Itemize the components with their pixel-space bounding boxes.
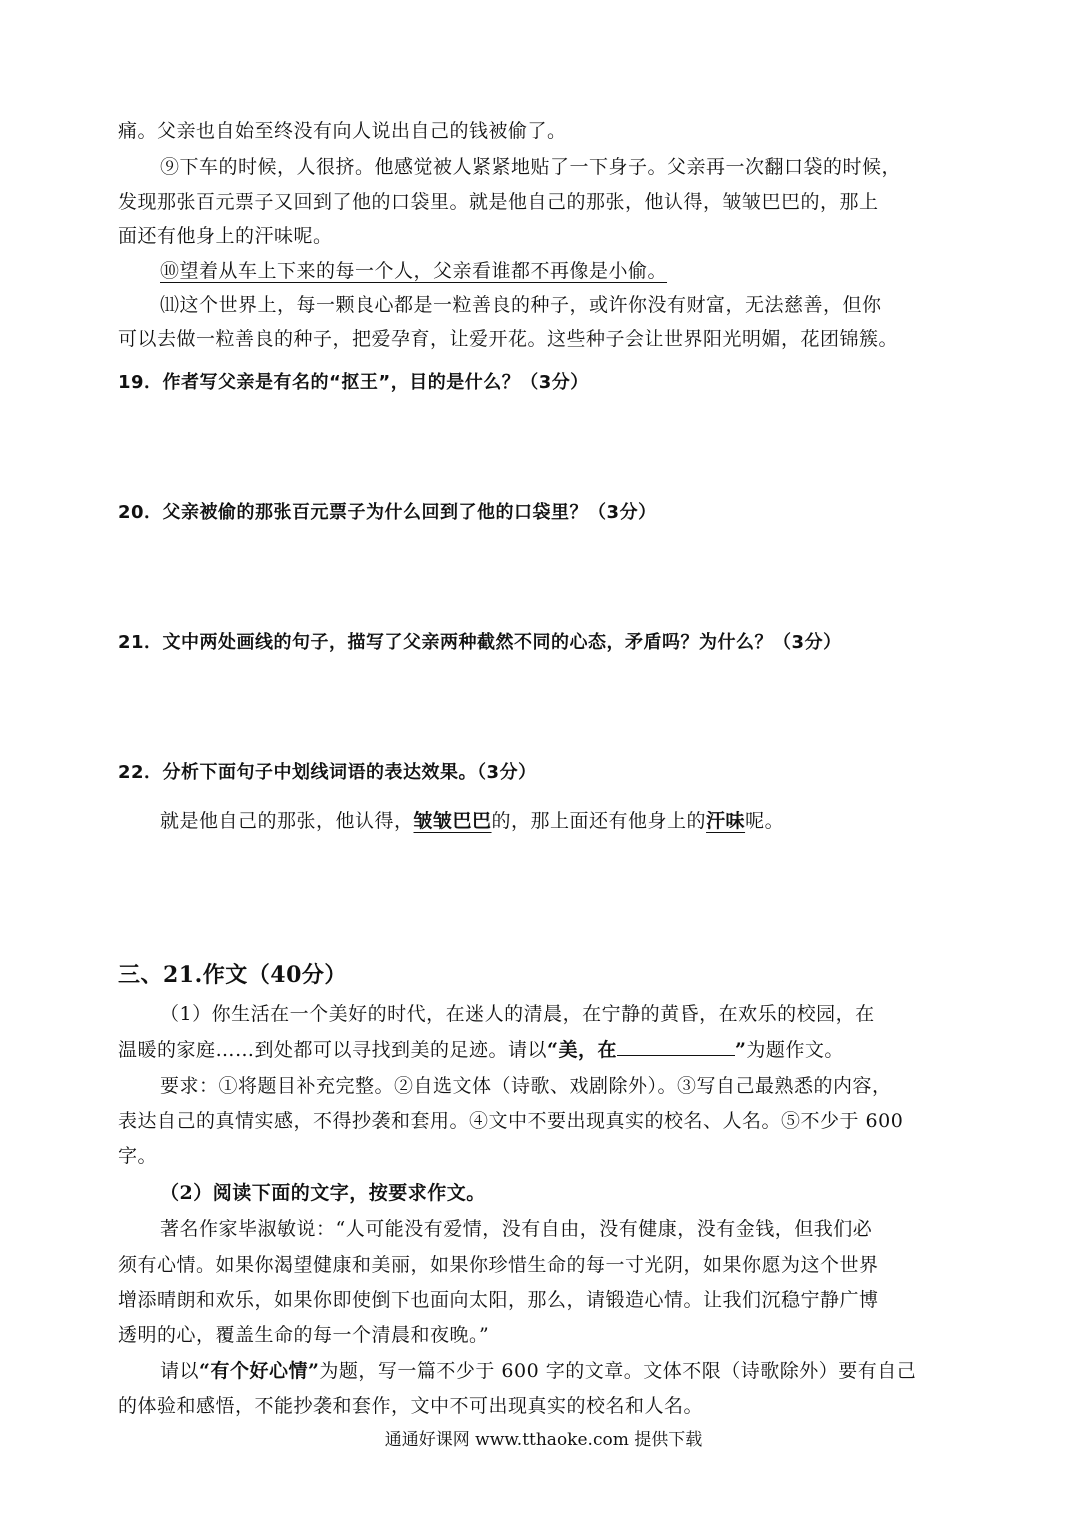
paragraph-10 (160, 254, 978, 288)
essay-title: “有个好心情” (199, 1360, 320, 1382)
sentence-part: 就是他自己的那张，他认得， (160, 810, 414, 832)
footer-source: 通通好课网 www.tthaoke.com 提供下载 (384, 1430, 703, 1450)
question-19: 19．作者写父亲是有名的“抠王”，目的是什么？（3分） (118, 372, 589, 393)
sentence-part: 请以 (160, 1360, 200, 1382)
requirements-line-3: 字。 (118, 1145, 158, 1167)
essay-part2-heading: （2）阅读下面的文字，按要求作文。 (160, 1182, 486, 1204)
underlined-word: 皱皱巴巴 (413, 810, 492, 832)
sentence-part: 呢。 (745, 810, 785, 832)
question-22: 22．分析下面句子中划线词语的表达效果。（3分） (118, 762, 537, 783)
sentence-part: 温暖的家庭……到处都可以寻找到美的足迹。请以 (118, 1039, 548, 1061)
underlined-sentence: ⑩望着从车上下来的每一个人，父亲看谁都不再像是小偷。 (160, 260, 668, 282)
requirements-line-1: 要求：①将题目补充完整。②自选文体（诗歌、戏剧除外）。③写自己最熟悉的内容， (160, 1075, 892, 1097)
essay-part1-line-2 (118, 1033, 978, 1067)
fill-blank (617, 1035, 735, 1056)
paragraph-11-line-2: 可以去做一粒善良的种子，把爱孕育，让爱开花。这些种子会让世界阳光明媚，花团锦簇。 (118, 328, 899, 350)
paragraph-9-line-2: 发现那张百元票子又回到了他的口袋里。就是他自己的那张，他认得，皱皱巴巴的，那上 (118, 191, 879, 213)
requirements-line-2: 表达自己的真情实感，不得抄袭和套用。④文中不要出现真实的校名、人名。⑤不少于 600 (118, 1110, 904, 1132)
passage-line: 痛。父亲也自始至终没有向人说出自己的钱被偷了。 (118, 120, 567, 142)
sentence-part: 为题作文。 (746, 1039, 844, 1061)
paragraph-9-line-1: ⑨下车的时候，人很挤。他感觉被人紧紧地贴了一下身子。父亲再一次翻口袋的时候， (160, 156, 902, 178)
essay-part1-line-1: （1）你生活在一个美好的时代，在迷人的清晨，在宁静的黄昏，在欢乐的校园，在 (160, 1003, 875, 1025)
essay-part2-line-4: 透明的心，覆盖生命的每一个清晨和夜晚。” (118, 1324, 490, 1346)
paragraph-11-line-1: ⑾这个世界上，每一颗良心都是一粒善良的种子，或许你没有财富，无法慈善，但你 (160, 294, 882, 316)
paragraph-9-line-3: 面还有他身上的汗味呢。 (118, 225, 333, 247)
essay-part2-line-3: 增添晴朗和欢乐，如果你即使倒下也面向太阳，那么，请锻造心情。让我们沉稳宁静广博 (118, 1289, 879, 1311)
sentence-part: 的，那上面还有他身上的 (491, 810, 707, 832)
sentence-part: 为题，写一篇不少于 600 字的文章。文体不限（诗歌除外）要有自己 (319, 1360, 917, 1382)
underlined-word: 汗味 (706, 810, 746, 832)
essay-part2-line-6: 的体验和感悟，不能抄袭和套作，文中不可出现真实的校名和人名。 (118, 1395, 704, 1417)
question-22-sentence (160, 804, 978, 838)
essay-heading: 三、21.作文（40分） (118, 962, 347, 988)
question-21: 21．文中两处画线的句子，描写了父亲两种截然不同的心态，矛盾吗？为什么？（3分） (118, 632, 842, 653)
question-20: 20．父亲被偷的那张百元票子为什么回到了他的口袋里？（3分） (118, 502, 657, 523)
essay-part2-line-1: 著名作家毕淑敏说：“人可能没有爱情，没有自由，没有健康，没有金钱，但我们必 (160, 1218, 873, 1240)
title-prompt: “美，在 (547, 1039, 617, 1061)
essay-part2-line-2: 须有心情。如果你渴望健康和美丽，如果你珍惜生命的每一寸光阴，如果你愿为这个世界 (118, 1254, 879, 1276)
closing-quote: ” (734, 1039, 747, 1061)
essay-part2-line-5 (160, 1354, 978, 1388)
